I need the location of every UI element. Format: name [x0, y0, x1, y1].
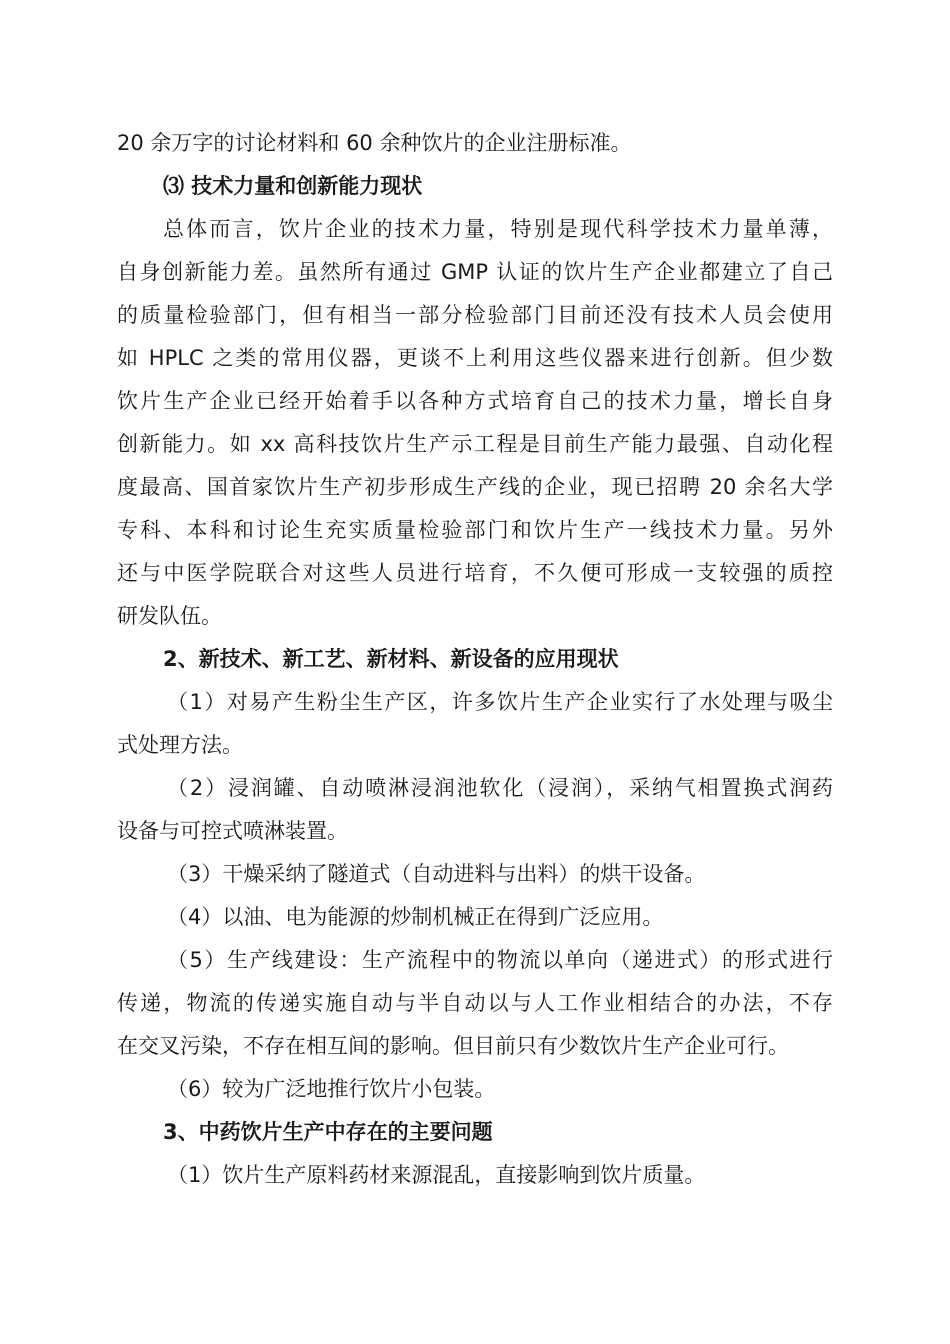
section-heading: ⑶ 技术力量和创新能力现状: [163, 174, 423, 198]
paragraph-line: 传递，物流的传递实施自动与半自动以与人工作业相结合的办法，不存: [117, 991, 833, 1015]
list-item: （1）对易产生粉尘生产区，许多饮片生产企业实行了水处理与吸尘: [167, 690, 833, 714]
paragraph-line: 设备与可控式喷淋装置。: [117, 819, 348, 843]
paragraph-line: 饮片生产企业已经开始着手以各种方式培育自己的技术力量，增长自身: [117, 389, 833, 413]
paragraph-line: 还与中医学院联合对这些人员进行培育，不久便可形成一支较强的质控: [117, 561, 833, 585]
list-item: （1）饮片生产原料药材来源混乱，直接影响到饮片质量。: [167, 1163, 706, 1187]
paragraph-line: 在交叉污染，不存在相互间的影响。但目前只有少数饮片生产企业可行。: [117, 1034, 789, 1058]
paragraph-line: 总体而言，饮片企业的技术力量，特别是现代科学技术力量单薄，: [163, 217, 833, 241]
list-item: （5）生产线建设：生产流程中的物流以单向（递进式）的形式进行: [167, 948, 833, 972]
section-heading: 2、新技术、新工艺、新材料、新设备的应用现状: [163, 647, 619, 671]
list-item: （2）浸润罐、自动喷淋浸润池软化（浸润），采纳气相置换式润药: [167, 776, 833, 800]
section-heading: 3、中药饮片生产中存在的主要问题: [163, 1120, 493, 1144]
paragraph-line: 式处理方法。: [117, 733, 243, 757]
paragraph-line: 研发队伍。: [117, 604, 222, 628]
paragraph-line: 专科、本科和讨论生充实质量检验部门和饮片生产一线技术力量。另外: [117, 518, 833, 542]
list-item: （4）以油、电为能源的炒制机械正在得到广泛应用。: [167, 905, 664, 929]
document-page: [117, 122, 833, 1197]
paragraph-line: 度最高、国首家饮片生产初步形成生产线的企业，现已招聘 20 余名大学: [117, 475, 833, 499]
paragraph-line: 20 余万字的讨论材料和 60 余种饮片的企业注册标准。: [117, 131, 632, 155]
list-item: （6）较为广泛地推行饮片小包装。: [167, 1077, 496, 1101]
paragraph-line: 自身创新能力差。虽然所有通过 GMP 认证的饮片生产企业都建立了自己: [117, 260, 833, 284]
paragraph-line: 创新能力。如 xx 高科技饮片生产示工程是目前生产能力最强、自动化程: [117, 432, 833, 456]
paragraph-line: 如 HPLC 之类的常用仪器，更谈不上利用这些仪器来进行创新。但少数: [117, 346, 833, 370]
list-item: （3）干燥采纳了隧道式（自动进料与出料）的烘干设备。: [167, 862, 706, 886]
paragraph-line: 的质量检验部门，但有相当一部分检验部门目前还没有技术人员会使用: [117, 303, 833, 327]
